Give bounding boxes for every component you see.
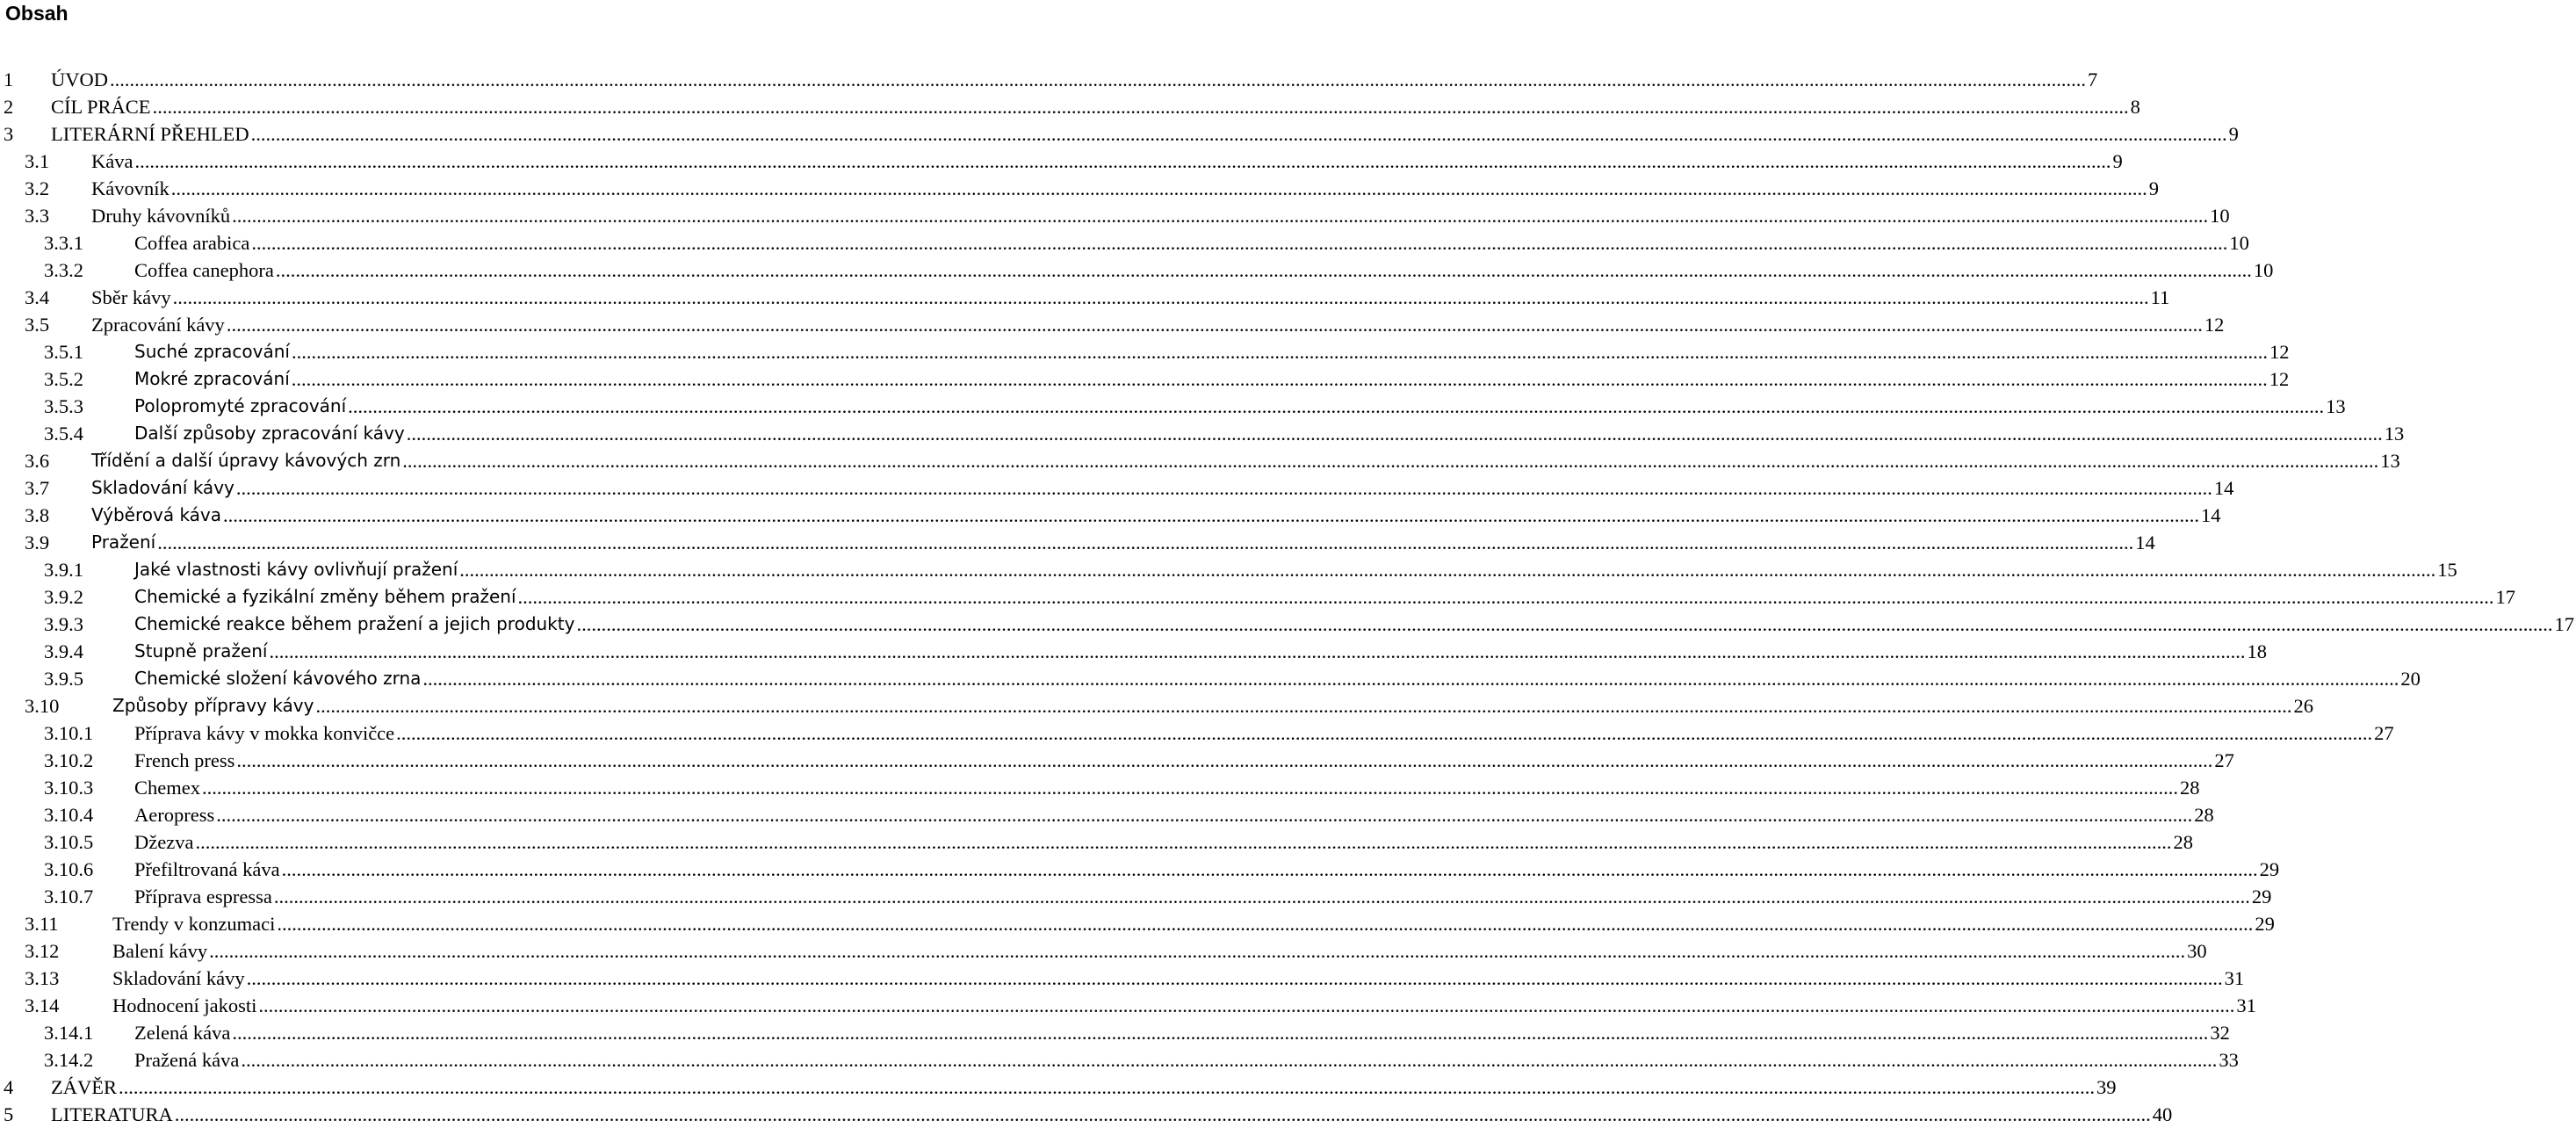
toc-entry-title[interactable]: Sběr kávy	[91, 284, 173, 311]
toc-entry-title[interactable]: Příprava espressa	[134, 883, 274, 910]
toc-entry-line	[134, 828, 2193, 856]
toc-entry-number: 3.5.3	[44, 395, 83, 417]
toc-entry-number: 3.10.1	[44, 722, 94, 744]
toc-entry-title[interactable]: Coffea arabica	[134, 229, 251, 257]
toc-entry-title[interactable]: Výběrová káva	[91, 502, 223, 529]
toc-entry-number: 3.3.2	[44, 259, 83, 281]
dot-leader: ................................................................................................................................................................................................................................................................................................................................................................................................................	[241, 1049, 2218, 1071]
toc-entry-line	[134, 1046, 2239, 1074]
toc-entry[interactable]	[0, 175, 2159, 202]
toc-entry[interactable]	[0, 992, 2256, 1019]
toc-entry-page-number: 12	[2203, 311, 2226, 338]
toc-entry-title[interactable]: Trendy v konzumaci	[112, 910, 277, 937]
toc-entry-number: 3.8	[25, 504, 50, 526]
dot-leader: ................................................................................................................................................................................................................................................................................................................................................................................................................	[152, 96, 2129, 118]
toc-entry[interactable]	[0, 774, 2200, 801]
toc-entry[interactable]	[0, 447, 2400, 474]
dot-leader: ................................................................................................................................................................................................................................................................................................................................................................................................................	[174, 1103, 2151, 1125]
toc-entry-line	[134, 801, 2214, 828]
toc-entry-number: 3.9.5	[44, 668, 83, 690]
toc-entry-page-number: 26	[2291, 692, 2315, 719]
toc-entry-line	[134, 257, 2274, 284]
toc-entry-title[interactable]: Třídění a další úpravy kávových zrn	[91, 447, 402, 474]
toc-entry-title[interactable]: Skladování kávy	[112, 965, 247, 992]
toc-entry-line	[51, 1074, 2117, 1101]
dot-leader: ................................................................................................................................................................................................................................................................................................................................................................................................................	[119, 1076, 2095, 1098]
dot-leader: ................................................................................................................................................................................................................................................................................................................................................................................................................	[226, 314, 2203, 336]
toc-entry-page-number: 15	[2435, 556, 2459, 583]
toc-entry-page-number: 31	[2234, 992, 2258, 1019]
toc-entry[interactable]	[0, 502, 2221, 529]
toc-entry[interactable]	[0, 93, 2140, 120]
toc-entry-page-number: 20	[2399, 665, 2422, 692]
toc-entry-number: 3.14	[25, 994, 60, 1016]
toc-entry-page-number: 18	[2245, 638, 2269, 665]
toc-entry-number: 3.12	[25, 940, 60, 962]
dot-leader: ................................................................................................................................................................................................................................................................................................................................................................................................................	[236, 749, 2213, 771]
toc-entry-line	[134, 638, 2267, 665]
toc-entry-number: 3.9.3	[44, 613, 83, 635]
toc-entry-number: 5	[4, 1103, 14, 1125]
toc-entry[interactable]	[0, 883, 2272, 910]
toc-entry[interactable]	[0, 365, 2290, 393]
toc-entry-line	[91, 529, 2155, 556]
toc-entry-title[interactable]: Mokré zpracování	[134, 365, 292, 393]
toc-entry[interactable]	[0, 1019, 2230, 1046]
toc-entry-line	[134, 665, 2421, 692]
toc-entry-title[interactable]: Druhy kávovníků	[91, 202, 232, 229]
dot-leader: ................................................................................................................................................................................................................................................................................................................................................................................................................	[201, 777, 2178, 799]
toc-entry-title[interactable]: Káva	[91, 148, 134, 175]
toc-entry-line	[134, 393, 2346, 420]
dot-leader: ................................................................................................................................................................................................................................................................................................................................................................................................................	[273, 886, 2250, 907]
toc-entry-title[interactable]: Způsoby přípravy kávy	[112, 692, 315, 719]
toc-entry-title[interactable]: Chemické reakce během pražení a jejich produkty	[134, 611, 576, 638]
toc-entry-title[interactable]: Hodnocení jakosti	[112, 992, 258, 1019]
toc-entry-page-number: 10	[2252, 257, 2276, 284]
toc-entry-page-number: 27	[2372, 719, 2396, 747]
dot-leader: ................................................................................................................................................................................................................................................................................................................................................................................................................	[232, 1022, 2209, 1044]
dot-leader: ................................................................................................................................................................................................................................................................................................................................................................................................................	[576, 613, 2553, 635]
toc-entry[interactable]	[0, 719, 2394, 747]
toc-entry-page-number: 9	[2227, 120, 2240, 148]
toc-entry[interactable]	[0, 692, 2313, 719]
toc-entry-page-number: 9	[2147, 175, 2161, 202]
dot-leader: ................................................................................................................................................................................................................................................................................................................................................................................................................	[250, 123, 2227, 145]
toc-entry-line	[91, 284, 2170, 311]
toc-entry-title[interactable]: Balení kávy	[112, 937, 209, 965]
toc-entry-page-number: 10	[2208, 202, 2232, 229]
toc-entry[interactable]	[0, 529, 2155, 556]
toc-entry-number: 3.11	[25, 913, 59, 935]
toc-entry-number: 3.10	[25, 695, 60, 717]
toc-entry-number: 3.10.6	[44, 858, 94, 880]
toc-entry-page-number: 14	[2133, 529, 2157, 556]
toc-entry-number: 3.10.7	[44, 886, 94, 907]
toc-entry-title[interactable]: Zelená káva	[134, 1019, 232, 1046]
toc-entry-line	[134, 719, 2394, 747]
toc-entry-page-number: 31	[2223, 965, 2247, 992]
toc-entry-number: 3.9.1	[44, 559, 83, 581]
toc-entry-number: 3.9	[25, 531, 50, 553]
toc-entry[interactable]	[0, 801, 2214, 828]
toc-entry[interactable]	[0, 66, 2098, 93]
dot-leader: ................................................................................................................................................................................................................................................................................................................................................................................................................	[195, 831, 2172, 853]
toc-entry-title[interactable]: Další způsoby zpracování kávy	[134, 420, 407, 447]
dot-leader: ................................................................................................................................................................................................................................................................................................................................................................................................................	[134, 150, 2111, 172]
toc-entry-page-number: 10	[2227, 229, 2251, 257]
toc-entry-number: 1	[4, 69, 14, 90]
toc-entry-page-number: 7	[2086, 66, 2099, 93]
toc-entry-line	[134, 747, 2234, 774]
toc-entry-line	[134, 365, 2290, 393]
toc-entry-number: 3.10.3	[44, 777, 94, 799]
toc-entry-line	[91, 474, 2234, 502]
dot-leader: ................................................................................................................................................................................................................................................................................................................................................................................................................	[315, 695, 2292, 717]
toc-entry-title[interactable]: French press	[134, 747, 236, 774]
toc-entry-title[interactable]: Skladování kávy	[91, 474, 236, 502]
dot-leader: ................................................................................................................................................................................................................................................................................................................................................................................................................	[269, 640, 2246, 662]
toc-entry-number: 3.13	[25, 967, 60, 989]
dot-leader: ................................................................................................................................................................................................................................................................................................................................................................................................................	[172, 286, 2149, 308]
toc-entry-number: 4	[4, 1076, 14, 1098]
dot-leader: ................................................................................................................................................................................................................................................................................................................................................................................................................	[402, 450, 2379, 472]
toc-entry-line	[51, 1101, 2173, 1128]
dot-leader: ................................................................................................................................................................................................................................................................................................................................................................................................................	[110, 69, 2086, 90]
toc-entry-line	[134, 774, 2200, 801]
toc-entry[interactable]	[0, 257, 2274, 284]
toc-entry-number: 3.5.1	[44, 341, 83, 363]
toc-entry-line	[134, 856, 2280, 883]
toc-entry-title[interactable]: Příprava kávy v mokka konvičce	[134, 719, 396, 747]
toc-entry-number: 3.14.2	[44, 1049, 94, 1071]
dot-leader: ................................................................................................................................................................................................................................................................................................................................................................................................................	[517, 586, 2494, 608]
toc-entry-number: 3.4	[25, 286, 50, 308]
dot-leader: ................................................................................................................................................................................................................................................................................................................................................................................................................	[459, 559, 2436, 581]
toc-entry[interactable]	[0, 1046, 2239, 1074]
toc-entry[interactable]	[0, 611, 2574, 638]
toc-entry-number: 3	[4, 123, 14, 145]
toc-entry-page-number: 39	[2095, 1074, 2118, 1101]
toc-entry-line	[134, 420, 2405, 447]
toc-entry-title[interactable]: Polopromyté zpracování	[134, 393, 348, 420]
toc-entry[interactable]	[0, 311, 2225, 338]
toc-entry-title[interactable]: CÍL PRÁCE	[51, 93, 153, 120]
toc-entry-line	[134, 883, 2272, 910]
toc-entry[interactable]	[0, 910, 2275, 937]
toc-entry-page-number: 28	[2171, 828, 2195, 856]
toc-entry-number: 3.14.1	[44, 1022, 94, 1044]
toc-entry[interactable]	[0, 828, 2193, 856]
toc-entry[interactable]	[0, 1101, 2173, 1128]
toc-entry-line	[134, 1019, 2230, 1046]
toc-entry-line	[91, 502, 2221, 529]
toc-entry[interactable]	[0, 638, 2267, 665]
toc-entry-line	[112, 992, 2256, 1019]
toc-entry[interactable]	[0, 556, 2457, 583]
dot-leader: ................................................................................................................................................................................................................................................................................................................................................................................................................	[422, 668, 2399, 690]
toc-entry-title[interactable]: Přefiltrovaná káva	[134, 856, 282, 883]
toc-entry-page-number: 32	[2208, 1019, 2232, 1046]
toc-entry-title[interactable]: Chemické a fyzikální změny během pražení	[134, 583, 518, 611]
toc-entry-number: 3.2	[25, 177, 50, 199]
table-of-contents	[0, 66, 2574, 1128]
toc-entry-page-number: 17	[2552, 611, 2576, 638]
toc-entry-title[interactable]: Pražená káva	[134, 1046, 241, 1074]
toc-entry-title[interactable]: ZÁVĚR	[51, 1074, 119, 1101]
toc-entry-line	[51, 66, 2098, 93]
toc-entry-page-number: 40	[2151, 1101, 2175, 1128]
toc-entry-page-number: 28	[2178, 774, 2202, 801]
dot-leader: ................................................................................................................................................................................................................................................................................................................................................................................................................	[223, 504, 2200, 526]
toc-entry[interactable]	[0, 420, 2405, 447]
toc-entry-page-number: 17	[2494, 583, 2518, 611]
toc-entry-line	[134, 338, 2290, 365]
toc-entry-page-number: 29	[2253, 910, 2277, 937]
toc-entry-number: 3.10.4	[44, 804, 94, 826]
toc-entry-line	[134, 556, 2457, 583]
toc-entry[interactable]	[0, 747, 2234, 774]
toc-entry-page-number: 14	[2212, 474, 2236, 502]
toc-entry[interactable]	[0, 856, 2280, 883]
toc-entry-page-number: 11	[2149, 284, 2172, 311]
toc-entry-page-number: 12	[2268, 338, 2291, 365]
dot-leader: ................................................................................................................................................................................................................................................................................................................................................................................................................	[170, 177, 2147, 199]
toc-entry-number: 3.5	[25, 314, 50, 336]
toc-entry[interactable]	[0, 148, 2123, 175]
toc-entry-title[interactable]: ÚVOD	[51, 66, 110, 93]
toc-entry[interactable]	[0, 393, 2346, 420]
toc-entry-title[interactable]: Coffea canephora	[134, 257, 276, 284]
toc-entry-line	[112, 937, 2207, 965]
toc-entry-page-number: 28	[2192, 801, 2216, 828]
dot-leader: ................................................................................................................................................................................................................................................................................................................................................................................................................	[406, 423, 2383, 445]
toc-entry[interactable]	[0, 1074, 2117, 1101]
toc-entry-page-number: 29	[2258, 856, 2282, 883]
dot-leader: ................................................................................................................................................................................................................................................................................................................................................................................................................	[258, 994, 2235, 1016]
toc-entry-line	[134, 583, 2516, 611]
toc-entry-number: 3.10.5	[44, 831, 94, 853]
toc-entry-title[interactable]: Chemex	[134, 774, 202, 801]
toc-entry-number: 3.9.4	[44, 640, 83, 662]
toc-entry-number: 3.3.1	[44, 232, 83, 254]
toc-entry[interactable]	[0, 202, 2230, 229]
toc-entry[interactable]	[0, 338, 2290, 365]
toc-entry-number: 2	[4, 96, 14, 118]
toc-entry-number: 3.3	[25, 205, 50, 227]
dot-leader: ................................................................................................................................................................................................................................................................................................................................................................................................................	[281, 858, 2258, 880]
toc-entry-line	[112, 910, 2275, 937]
toc-entry-page-number: 27	[2212, 747, 2236, 774]
dot-leader: ................................................................................................................................................................................................................................................................................................................................................................................................................	[232, 205, 2209, 227]
toc-entry-title[interactable]: Pražení	[91, 529, 157, 556]
toc-entry-line	[51, 120, 2239, 148]
toc-entry-number: 3.9.2	[44, 586, 83, 608]
toc-entry-page-number: 9	[2111, 148, 2124, 175]
dot-leader: ................................................................................................................................................................................................................................................................................................................................................................................................................	[251, 232, 2228, 254]
toc-entry-page-number: 13	[2324, 393, 2348, 420]
toc-entry-number: 3.5.4	[44, 423, 83, 445]
toc-entry-number: 3.5.2	[44, 368, 83, 390]
toc-entry-number: 3.1	[25, 150, 50, 172]
toc-entry-title[interactable]: Aeropress	[134, 801, 216, 828]
toc-entry-title[interactable]: Jaké vlastnosti kávy ovlivňují pražení	[134, 556, 459, 583]
dot-leader: ................................................................................................................................................................................................................................................................................................................................................................................................................	[275, 259, 2252, 281]
toc-entry-title[interactable]: Stupně pražení	[134, 638, 269, 665]
dot-leader: ................................................................................................................................................................................................................................................................................................................................................................................................................	[246, 967, 2223, 989]
toc-entry-line	[112, 692, 2313, 719]
dot-leader: ................................................................................................................................................................................................................................................................................................................................................................................................................	[157, 531, 2134, 553]
page-title: Obsah	[5, 2, 69, 25]
toc-entry-line	[91, 202, 2230, 229]
toc-entry[interactable]	[0, 229, 2249, 257]
toc-entry-title[interactable]: Suché zpracování	[134, 338, 292, 365]
toc-entry-page-number: 14	[2199, 502, 2223, 529]
toc-entry[interactable]	[0, 120, 2239, 148]
toc-entry-page-number: 13	[2383, 420, 2406, 447]
toc-entry-line	[91, 311, 2225, 338]
toc-entry-title[interactable]: Zpracování kávy	[91, 311, 227, 338]
toc-entry-page-number: 13	[2378, 447, 2402, 474]
toc-entry-number: 3.7	[25, 477, 50, 499]
toc-entry-line	[134, 229, 2249, 257]
toc-entry[interactable]	[0, 937, 2207, 965]
toc-entry-line	[91, 175, 2159, 202]
toc-entry[interactable]	[0, 474, 2234, 502]
dot-leader: ................................................................................................................................................................................................................................................................................................................................................................................................................	[396, 722, 2373, 744]
dot-leader: ................................................................................................................................................................................................................................................................................................................................................................................................................	[216, 804, 2193, 826]
toc-entry-page-number: 12	[2268, 365, 2291, 393]
toc-entry-page-number: 33	[2217, 1046, 2240, 1074]
dot-leader: ................................................................................................................................................................................................................................................................................................................................................................................................................	[235, 477, 2212, 499]
toc-entry-line	[134, 611, 2574, 638]
toc-entry-number: 3.6	[25, 450, 50, 472]
toc-entry-line	[91, 447, 2400, 474]
dot-leader: ................................................................................................................................................................................................................................................................................................................................................................................................................	[291, 368, 2268, 390]
toc-entry-page-number: 8	[2129, 93, 2142, 120]
toc-entry[interactable]	[0, 583, 2516, 611]
toc-entry-line	[91, 148, 2123, 175]
toc-entry[interactable]	[0, 665, 2421, 692]
toc-entry-line	[112, 965, 2245, 992]
dot-leader: ................................................................................................................................................................................................................................................................................................................................................................................................................	[209, 940, 2186, 962]
toc-entry-title[interactable]: Chemické složení kávového zrna	[134, 665, 422, 692]
toc-entry-title[interactable]: LITERÁRNÍ PŘEHLED	[51, 120, 251, 148]
toc-entry-title[interactable]: LITERATURA	[51, 1101, 175, 1128]
dot-leader: ................................................................................................................................................................................................................................................................................................................................................................................................................	[348, 395, 2325, 417]
toc-entry[interactable]	[0, 965, 2245, 992]
dot-leader: ................................................................................................................................................................................................................................................................................................................................................................................................................	[291, 341, 2268, 363]
toc-entry-page-number: 30	[2185, 937, 2209, 965]
toc-entry-title[interactable]: Kávovník	[91, 175, 171, 202]
toc-entry-title[interactable]: Džezva	[134, 828, 195, 856]
toc-entry-number: 3.10.2	[44, 749, 94, 771]
toc-entry-page-number: 29	[2250, 883, 2274, 910]
toc-entry-line	[51, 93, 2140, 120]
toc-entry[interactable]	[0, 284, 2170, 311]
dot-leader: ................................................................................................................................................................................................................................................................................................................................................................................................................	[277, 913, 2254, 935]
